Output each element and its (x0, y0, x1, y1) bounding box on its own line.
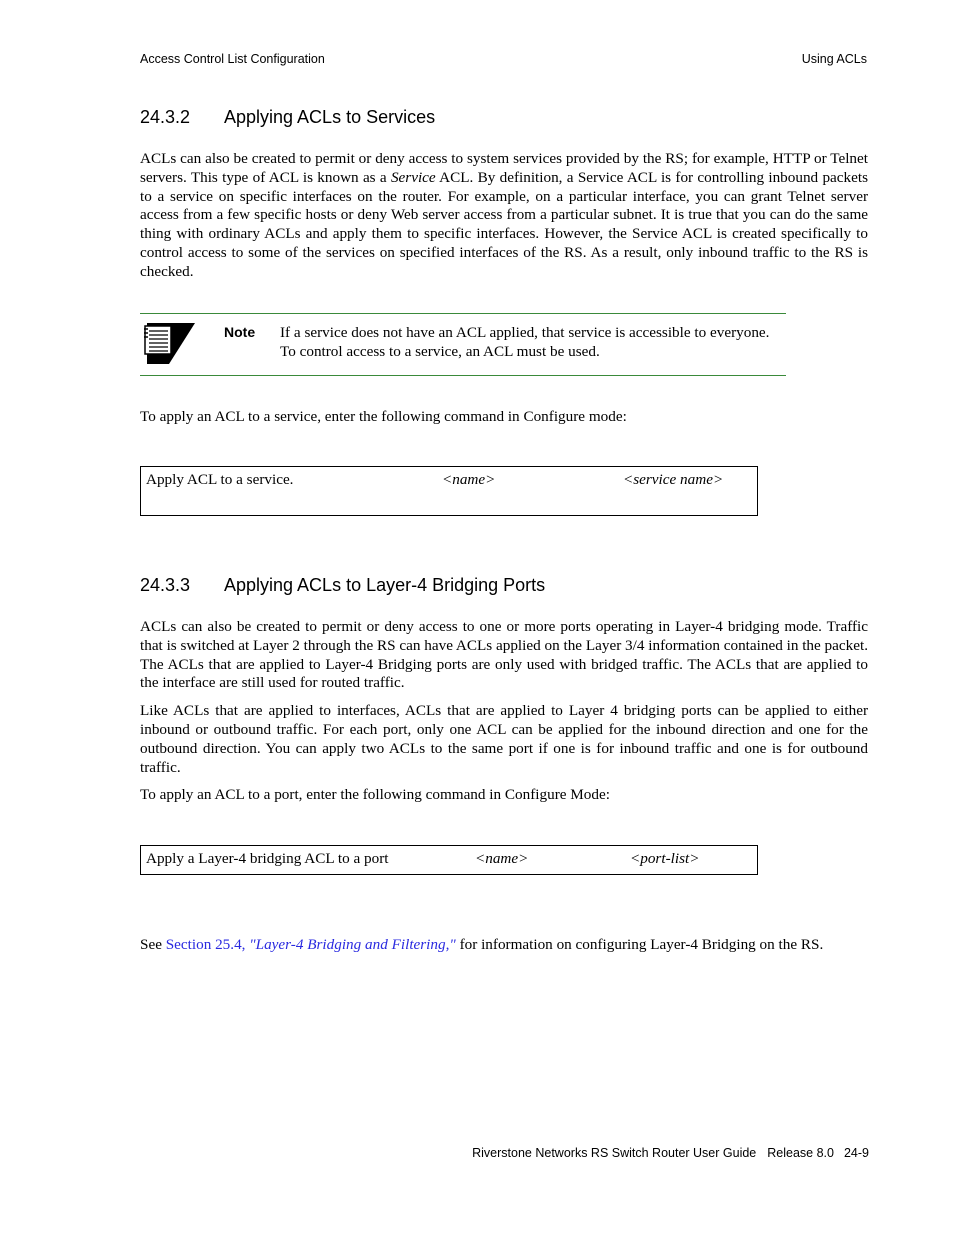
command-description: Apply a Layer-4 bridging ACL to a port (146, 850, 389, 867)
service-acl-paragraph (140, 150, 868, 282)
footer-release: Release 8.0 (767, 1146, 834, 1160)
page-footer (472, 1146, 869, 1160)
layer4-paragraphs (140, 618, 868, 805)
footer-guide-title: Riverstone Networks RS Switch Router User Guide (472, 1146, 757, 1160)
command-arg-name: <name> (442, 471, 496, 488)
see-suffix: for information on configuring Layer-4 Bridging on the RS. (455, 936, 824, 953)
paragraph-text: Like ACLs that are applied to interfaces, ACLs that are applied to Layer 4 bridging ports can be applied to either inbound or outbound traffic. For each port, only one ACL can be applied for the inbound direction and one for the outbound direction. You can apply two ACLs to the same port if one is for inbound traffic and one is for outbound traffic. (140, 702, 868, 776)
note-line: To control access to a service, an ACL must be used. (280, 343, 600, 360)
see-prefix: See (140, 936, 166, 953)
section-number: 24.3.2 (140, 107, 191, 127)
command-table-service (140, 466, 758, 516)
section-title: Applying ACLs to Services (224, 107, 436, 127)
paragraph-text: ACLs can also be created to permit or deny access to one or more ports operating in Layer-4 bridging mode. Traffic that is switched at Layer 2 through the RS can have ACLs applied on the Layer 3/4 information contained in the packet. The ACLs that are applied to Layer-4 Bridging ports are only used with bridged traffic. The ACLs that are applied to the interface are still used for routed traffic. (140, 618, 868, 692)
command-arg-name: <name> (475, 850, 529, 867)
service-command-intro: To apply an ACL to a service, enter the following command in Configure mode: (140, 408, 627, 425)
paragraph-text: To apply an ACL to a port, enter the following command in Configure Mode: (140, 786, 610, 804)
command-arg-service-name: <service name> (623, 471, 724, 488)
section-link[interactable] (166, 936, 456, 953)
note-line: If a service does not have an ACL applied, that service is accessible to everyone. (280, 324, 770, 341)
running-header-right: Using ACLs (801, 52, 867, 66)
section-heading-24-3-2 (140, 107, 435, 128)
footer-page-number: 24-9 (843, 1146, 869, 1160)
running-header-left: Access Control List Configuration (140, 52, 325, 66)
paragraph-text: ACLs can also be created to permit or deny access to system services provided by the RS; for example, HTTP or Telnet servers. This type of ACL is known as a (140, 150, 868, 186)
note-icon (141, 320, 197, 366)
note-bottom-rule (140, 375, 786, 376)
see-reference (140, 936, 823, 954)
command-arg-port-list: <port-list> (630, 850, 700, 867)
italic-term: Service (390, 168, 436, 186)
note-label: Note (224, 324, 256, 340)
note-text (280, 323, 769, 361)
section-heading-24-3-3 (140, 575, 545, 596)
paragraph-text: ACL. By definition, a Service ACL is for controlling inbound packets to a service on specific interfaces on the router. For example, on a particular interface, you can grant Telnet server access from a few specific hosts or deny Web server access from a particular subnet. It is true that you can do the same thing with ordinary ACLs and apply them to specific interfaces. However, the Service ACL is created specifically to control access to some of the services on specified interfaces of the RS. As a result, only inbound traffic to the RS is checked. (140, 168, 869, 280)
link-section-number[interactable]: Section 25.4, (165, 936, 250, 953)
section-title: Applying ACLs to Layer-4 Bridging Ports (224, 575, 546, 595)
section-number: 24.3.3 (140, 575, 191, 595)
command-description: Apply ACL to a service. (146, 471, 294, 488)
note-top-rule (140, 313, 786, 314)
command-table-port (140, 845, 758, 875)
link-section-title[interactable]: "Layer-4 Bridging and Filtering," (249, 936, 456, 953)
